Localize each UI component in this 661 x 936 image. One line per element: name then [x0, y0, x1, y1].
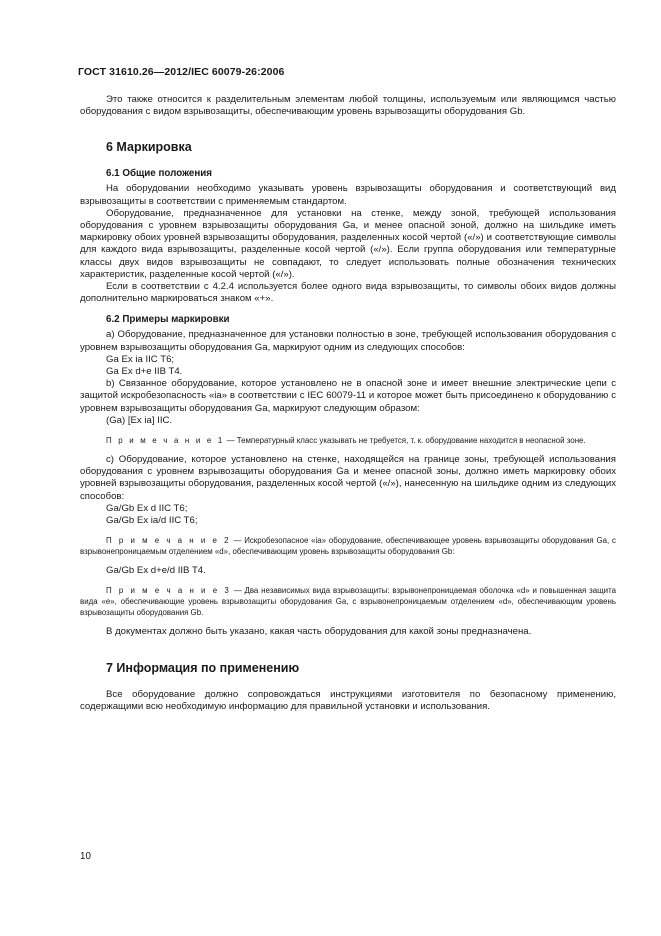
intro-paragraph: Это также относится к разделительным элементам любой толщины, используемым или являющимся частью оборудования с видом взрывозащиты, обеспечивающим уровень взрывозащиты оборудования Gb. [80, 94, 616, 118]
marking-example: Ga Ex d+e IIB T4. [106, 366, 183, 378]
list-item-c: c) Оборудование, которое установлено на стенке, находящейся на границе зоны, требующей использования оборудования с уровнем взрывозащиты оборудования Ga и менее опасной зоны, должно иметь маркировку обоих уровней взрывозащиты оборудования, разделенных косой чертой («/»), нанесенную на шильдике одним из следующих способов: [80, 454, 616, 502]
note-text: — Искробезопасное «ia» оборудование, обеспечивающее уровень взрывозащиты оборудования Ga, с взрывонепроницаемым отделением «d», обеспечивающим уровень взрывозащиты оборудования Gb: [80, 536, 616, 557]
section-6-heading: 6 Маркировка [106, 140, 192, 155]
paragraph: На оборудовании необходимо указывать уровень взрывозащиты оборудования и соответствующий вид взрывозащиты в соответствии с применяемым стандартом. [80, 183, 616, 207]
note-label: П р и м е ч а н и е 2 [106, 536, 231, 546]
paragraph: Оборудование, предназначенное для установки на стенке, между зоной, требующей использования оборудования с уровнем взрывозащиты оборудования Ga, и менее опасной зоной, должно на шильдике иметь маркировку обоих уровней взрывозащиты оборудования, разделенных косой чертой («/») и соответствующие символы для каждого вида взрывозащиты, разделенные косой чертой («/»). Если группа оборудования или температурные классы двух видов взрывозащиты не совпадают, то следует использовать полные обозначения технических характеристик, разделенные косой чертой («/»). [80, 207, 616, 280]
marking-example: (Ga) [Ex ia] IIC. [106, 414, 173, 426]
note-text: — Два независимых вида взрывозащиты: взрывонепроницаемая оболочка «d» и повышенная защита вида «e», обеспечивающие уровень взрывозащиты оборудования Ga, с взрывонепроницаемым отделением «d», обеспечивающим уровень взрывозащиты оборудования Gb. [80, 586, 616, 618]
list-item-b: b) Связанное оборудование, которое установлено не в опасной зоне и имеет внешние электрические цепи с защитой искробезопасность «ia» в соответствии с IEC 60079-11 и которое может быть присоединено к оборудованию с уровнем взрывозащиты оборудования Ga, маркируют следующим образом: [80, 378, 616, 414]
note-label: П р и м е ч а н и е 1 [106, 436, 225, 446]
section-6-1-heading: 6.1 Общие положения [106, 168, 213, 180]
section-6-2-heading: 6.2 Примеры маркировки [106, 314, 230, 326]
marking-example: Ga/Gb Ex ia/d IIC T6; [106, 515, 198, 527]
section-7-heading: 7 Информация по применению [106, 660, 300, 675]
marking-example: Ga/Gb Ex d+e/d IIB T4. [106, 565, 206, 577]
document-body [80, 94, 616, 713]
document-header: ГОСТ 31610.26—2012/IEC 60079-26:2006 [78, 66, 285, 78]
paragraph: Если в соответствии с 4.2.4 используется более одного вида взрывозащиты, то символы обоих видов должны дополнительно маркироваться знаком «+». [80, 281, 616, 305]
note-label: П р и м е ч а н и е 3 [106, 586, 231, 596]
page-number: 10 [80, 851, 91, 862]
paragraph: Все оборудование должно сопровождаться инструкциями изготовителя по безопасному применению, содержащими всю необходимую информацию для правильной установки и использования. [80, 688, 616, 712]
list-item-a: a) Оборудование, предназначенное для установки полностью в зоне, требующей использования оборудования с уровнем взрывозащиты оборудования Ga, маркируют одним из следующих способов: [80, 329, 616, 353]
closing-paragraph: В документах должно быть указано, какая часть оборудования для какой зоны предназначена. [106, 626, 532, 638]
marking-example: Ga/Gb Ex d IIC T6; [106, 502, 188, 514]
note-2 [80, 535, 616, 557]
marking-example: Ga Ex ia IIC T6; [106, 353, 175, 365]
note-text: — Температурный класс указывать не требуется, т. к. оборудование находится в неопасной зоне. [224, 436, 586, 446]
note-3 [80, 585, 616, 618]
note-1 [80, 435, 616, 446]
